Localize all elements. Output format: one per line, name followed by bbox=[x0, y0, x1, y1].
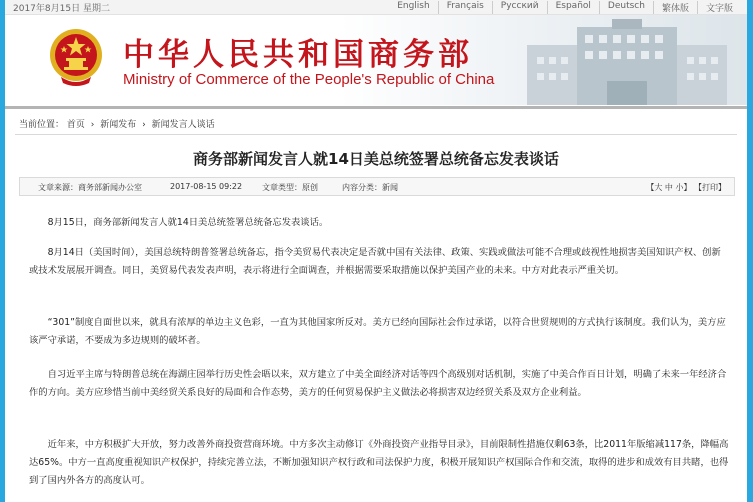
lang-link-spanish[interactable]: Español bbox=[547, 1, 599, 14]
ministry-building-image bbox=[487, 15, 747, 105]
breadcrumb-separator: › bbox=[90, 120, 95, 130]
article-tools bbox=[646, 182, 726, 193]
article-paragraph: 8月14日（美国时间），美国总统特朗普签署总统备忘，指令美贸易代表决定是否就中国有关法律、政策、实践或做法可能不合理或歧视性地损害美国知识产权、创新或技术发展展开调查。同日，美贸易代表发表声明，表示将进行全面调查，并根据需要采取措施以保护美国产业的未来。中方对此表示严重关切。 bbox=[29, 247, 721, 276]
lang-link-text-version[interactable]: 文字版 bbox=[697, 1, 741, 14]
font-size-switcher[interactable]: 【大 中 小】 bbox=[646, 183, 692, 192]
article-title: 商务部新闻发言人就14日美总统签署总统备忘发表谈话 bbox=[193, 150, 559, 168]
lang-link-russian[interactable]: Русский bbox=[492, 1, 547, 14]
national-emblem-icon[interactable] bbox=[47, 25, 105, 87]
lang-link-traditional[interactable]: 繁体版 bbox=[653, 1, 697, 14]
article-category: 内容分类：新闻 bbox=[342, 183, 398, 192]
header-divider bbox=[5, 106, 747, 109]
article-type: 文章类型：原创 bbox=[262, 183, 318, 192]
page-frame bbox=[5, 0, 747, 502]
article-meta-bar bbox=[19, 177, 735, 196]
breadcrumb-spokesperson[interactable]: 新闻发言人谈话 bbox=[151, 120, 215, 130]
breadcrumb-separator: › bbox=[142, 120, 146, 130]
site-title-chinese: 中华人民共和国商务部 bbox=[123, 37, 473, 73]
lang-link-english[interactable]: English bbox=[397, 1, 430, 11]
site-title-english: Ministry of Commerce of the People's Republic of China bbox=[123, 71, 495, 88]
lang-link-french[interactable]: Français bbox=[438, 1, 492, 14]
article-paragraph: 8月15日，商务部新闻发言人就14日美总统签署总统备忘发表谈话。 bbox=[47, 217, 329, 228]
article-source: 文章来源：商务部新闻办公室 bbox=[38, 183, 142, 192]
lang-link-german[interactable]: Deutsch bbox=[599, 1, 653, 14]
site-header bbox=[5, 15, 747, 105]
breadcrumb bbox=[19, 117, 215, 130]
article-paragraph: 近年来，中方积极扩大开放，努力改善外商投资营商环境。中方多次主动修订《外商投资产业指导目录》，目前限制性措施仅剩63条，比2011年版缩减117条，降幅高达65%。中方一直高度重视知识产权保护，持续完善立法，不断加强知识产权行政和司法保护力度，积极开展知识产权国际合作和交流，取得的进步和成效有目共睹，也得到了国内外各方的高度认可。 bbox=[29, 439, 729, 486]
language-switcher bbox=[389, 1, 741, 14]
current-date: 2017年8月15日 星期二 bbox=[13, 4, 110, 14]
breadcrumb-news-release[interactable]: 新闻发布 bbox=[100, 120, 137, 130]
article-paragraph: 自习近平主席与特朗普总统在海湖庄园举行历史性会晤以来，双方建立了中美全面经济对话等四个高级别对话机制，实施了中美合作百日计划，明确了未来一年经济合作的方向。美方应珍惜当前中美经贸关系良好的局面和合作态势，美方的任何贸易保护主义做法必将损害双边经贸关系及双方企业利益。 bbox=[29, 369, 727, 398]
breadcrumb-home[interactable]: 首页 bbox=[66, 120, 85, 130]
breadcrumb-label: 当前位置： bbox=[19, 120, 65, 130]
print-button[interactable]: 【打印】 bbox=[694, 183, 726, 192]
breadcrumb-divider bbox=[15, 134, 737, 135]
top-bar bbox=[5, 0, 747, 15]
article-paragraph: “301”制度自面世以来，就具有浓厚的单边主义色彩，一直为其他国家所反对。美方已经向国际社会作过承诺，以符合世贸规则的方式执行该制度。我们认为，美方应该严守承诺，不要成为多边规则的破坏者。 bbox=[29, 317, 726, 346]
article-datetime: 2017-08-15 09:22 bbox=[170, 182, 243, 191]
